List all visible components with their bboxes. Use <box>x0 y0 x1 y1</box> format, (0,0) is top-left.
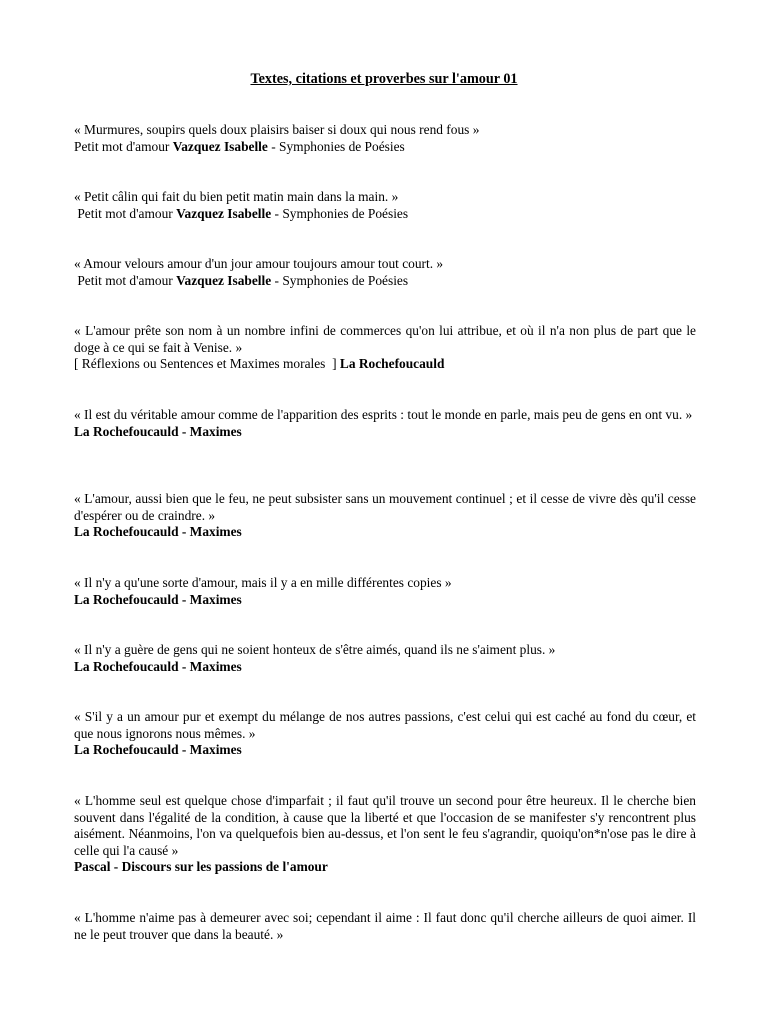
quote-entry <box>74 491 696 541</box>
quote-entry <box>74 793 696 876</box>
quote-entry <box>74 575 696 608</box>
quote-attribution: Petit mot d'amour Vazquez Isabelle - Symphonies de Poésies <box>74 205 409 221</box>
author-name: La Rochefoucauld <box>339 356 445 372</box>
quote-text: « Il n'y a guère de gens qui ne soient honteux de s'être aimés, quand ils ne s'aiment plus. » <box>74 642 556 657</box>
quote-entry <box>74 407 696 440</box>
quote-entry <box>74 910 696 943</box>
quote-attribution: La Rochefoucauld - Maximes <box>74 591 242 607</box>
quote-attribution: La Rochefoucauld - Maximes <box>74 524 242 540</box>
quote-entry <box>74 642 696 675</box>
quote-text: « Il n'y a qu'une sorte d'amour, mais il y a en mille différentes copies » <box>74 575 452 590</box>
quote-attribution: Petit mot d'amour Vazquez Isabelle - Symphonies de Poésies <box>74 272 409 288</box>
quote-text: « Amour velours amour d'un jour amour toujours amour tout court. » <box>74 256 444 271</box>
quote-text: « L'amour, aussi bien que le feu, ne peut subsister sans un mouvement continuel ; et il cesse de vivre dès qu'il cesse d'espérer ou de craindre. » <box>74 491 696 523</box>
author-name: Vazquez Isabelle <box>176 205 272 221</box>
page-title: Textes, citations et proverbes sur l'amour 01 <box>250 71 518 87</box>
quote-text: « Il est du véritable amour comme de l'apparition des esprits : tout le monde en parle, mais peu de gens en ont vu. » <box>74 407 693 422</box>
quote-text: « L'homme seul est quelque chose d'imparfait ; il faut qu'il trouve un second pour être heureux. Il le cherche bien souvent dans l'égalité de la condition, à cause que la liberté et que l'occasion de se manifester s'y rencontrent plus aisément. Néanmoins, l'on va quelquefois bien au-dessus, et l'on sent le feu s'agrandir, quoiqu'on*n'ose pas le dire à celle qui l'a causé » <box>74 793 696 858</box>
quote-text: « S'il y a un amour pur et exempt du mélange de nos autres passions, c'est celui qui est caché au fond du cœur, et que nous ignorons nous mêmes. » <box>74 709 696 741</box>
quote-text: « L'homme n'aime pas à demeurer avec soi; cependant il aime : Il faut donc qu'il cherche ailleurs de quoi aimer. Il ne le peut trouver que dans la beauté. » <box>74 910 696 942</box>
quote-attribution: La Rochefoucauld - Maximes <box>74 423 242 439</box>
quote-entry <box>74 256 696 289</box>
quote-entry <box>74 709 696 759</box>
quote-entry <box>74 122 696 155</box>
quote-text: « Petit câlin qui fait du bien petit matin main dans la main. » <box>74 189 399 204</box>
quote-entry <box>74 323 696 373</box>
quote-attribution: La Rochefoucauld - Maximes <box>74 658 242 674</box>
quote-attribution: La Rochefoucauld - Maximes <box>74 742 242 758</box>
quote-entry <box>74 189 696 222</box>
quote-text: « L'amour prête son nom à un nombre infini de commerces qu'on lui attribue, et où il n'a non plus de part que le doge à ce qui se fait à Venise. » <box>74 323 696 355</box>
author-name: Vazquez Isabelle <box>176 272 272 288</box>
author-name: Vazquez Isabelle <box>172 138 268 154</box>
quote-attribution: Pascal - Discours sur les passions de l'amour <box>74 859 328 875</box>
quote-attribution: [ Réflexions ou Sentences et Maximes morales ] La Rochefoucauld <box>74 356 445 372</box>
quote-attribution: Petit mot d'amour Vazquez Isabelle - Symphonies de Poésies <box>74 138 405 154</box>
quote-text: « Murmures, soupirs quels doux plaisirs baiser si doux qui nous rend fous » <box>74 122 480 137</box>
